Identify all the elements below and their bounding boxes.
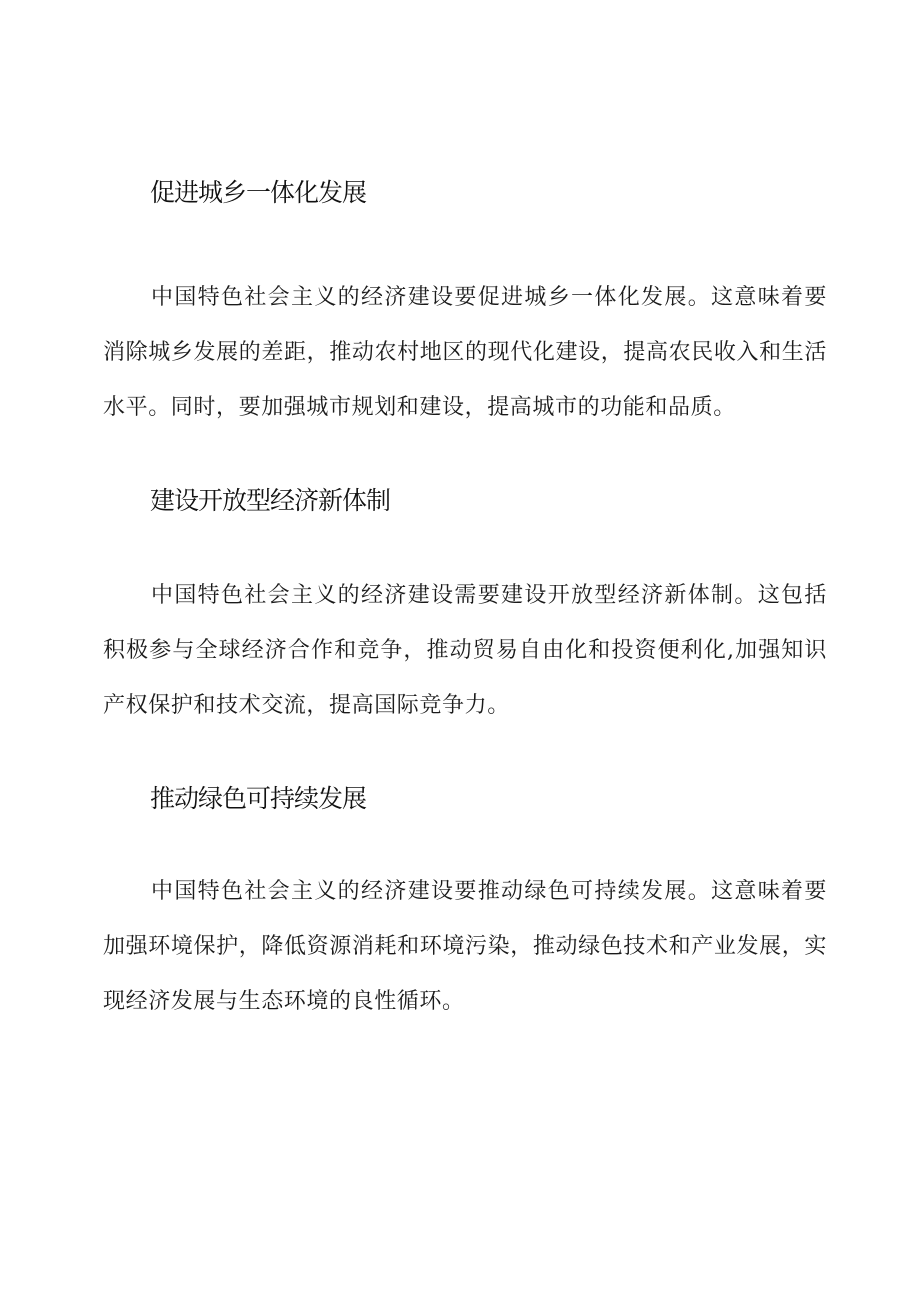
section-paragraph: 中国特色社会主义的经济建设要推动绿色可持续发展。这意味着要加强环境保护，降低资源消耗和环境污染，推动绿色技术和产业发展，实现经济发展与生态环境的良性循环。 bbox=[103, 879, 827, 1014]
section-heading: 推动绿色可持续发展 bbox=[150, 784, 367, 813]
section-heading: 促进城乡一体化发展 bbox=[150, 178, 367, 207]
section-paragraph: 中国特色社会主义的经济建设需要建设开放型经济新体制。这包括积极参与全球经济合作和竞争，推动贸易自由化和投资便利化,加强知识产权保护和技术交流，提高国际竞争力。 bbox=[103, 583, 827, 718]
section-heading: 建设开放型经济新体制 bbox=[150, 486, 391, 515]
section-paragraph: 中国特色社会主义的经济建设要促进城乡一体化发展。这意味着要消除城乡发展的差距，推动农村地区的现代化建设，提高农民收入和生活水平。同时，要加强城市规划和建设，提高城市的功能和品质。 bbox=[103, 285, 827, 420]
